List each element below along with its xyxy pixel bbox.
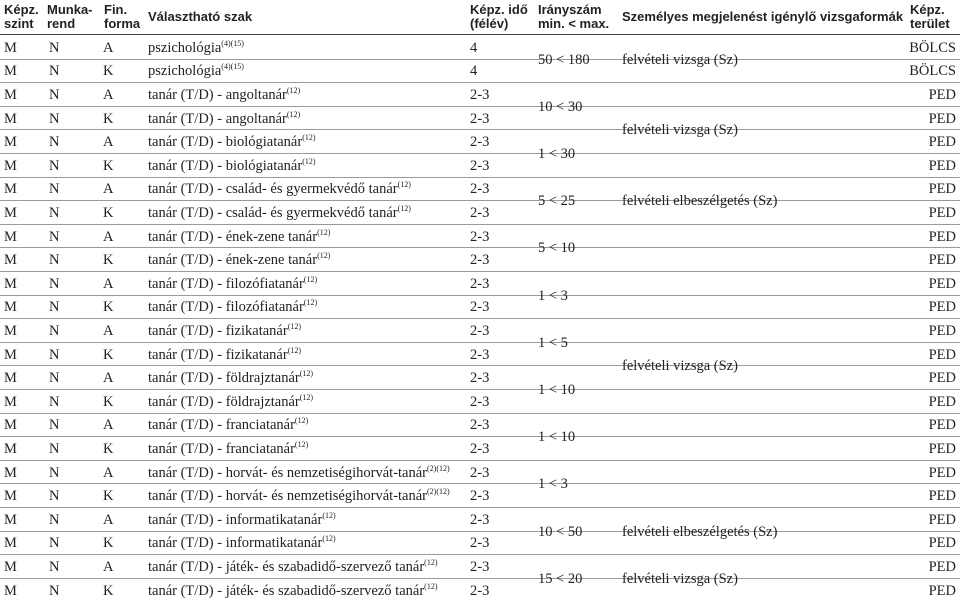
major-text: tanár (T/D) - horvát- és nemzetiségihorvát-tanár	[148, 488, 427, 504]
footnote-marker: (12)	[424, 582, 438, 591]
major-text: tanár (T/D) - informatikatanár	[148, 512, 323, 528]
cell-workmode: N	[49, 347, 60, 363]
major-text: tanár (T/D) - angoltanár	[148, 87, 287, 103]
cell-workmode: N	[49, 512, 60, 528]
cell-exam: felvételi vizsga (Sz)	[622, 358, 738, 374]
cell-quota: 50 < 180	[538, 52, 590, 68]
major-text: tanár (T/D) - játék- és szabadidő-szervező tanár	[148, 559, 425, 575]
cell-workmode: N	[49, 559, 60, 575]
cell-major	[148, 205, 411, 221]
cell-area: PED	[928, 465, 956, 481]
cell-finance: A	[103, 87, 114, 103]
cell-duration: 2-3	[470, 394, 490, 410]
major-text: tanár (T/D) - játék- és szabadidő-szervező tanár	[148, 583, 425, 599]
cell-area: PED	[928, 488, 956, 504]
cell-duration: 2-3	[470, 229, 490, 245]
row-rule	[0, 389, 960, 390]
cell-workmode: N	[49, 63, 60, 79]
cell-quota: 10 < 30	[538, 99, 583, 115]
cell-workmode: N	[49, 535, 60, 551]
cell-finance: A	[103, 276, 114, 292]
major-text: tanár (T/D) - fizikatanár	[148, 323, 288, 339]
cell-workmode: N	[49, 323, 60, 339]
cell-duration: 2-3	[470, 111, 490, 127]
footnote-marker: (12)	[322, 534, 336, 543]
cell-finance: A	[103, 512, 114, 528]
major-text: tanár (T/D) - fizikatanár	[148, 347, 288, 363]
cell-exam: felvételi vizsga (Sz)	[622, 122, 738, 138]
cell-duration: 2-3	[470, 205, 490, 221]
cell-duration: 2-3	[470, 370, 490, 386]
cell-duration: 2-3	[470, 181, 490, 197]
cell-duration: 2-3	[470, 488, 490, 504]
cell-level: M	[4, 87, 17, 103]
cell-finance: A	[103, 417, 114, 433]
cell-finance: K	[103, 299, 114, 315]
cell-major	[148, 535, 336, 551]
cell-quota: 1 < 10	[538, 429, 576, 445]
cell-workmode: N	[49, 158, 60, 174]
cell-major	[148, 323, 301, 339]
header-finance: Fin. forma	[104, 2, 141, 31]
cell-major	[148, 158, 316, 174]
cell-level: M	[4, 134, 17, 150]
footnote-marker: (12)	[287, 346, 302, 355]
header-area: Képz. terület	[910, 2, 950, 31]
cell-duration: 2-3	[470, 535, 490, 551]
cell-exam: felvételi elbeszélgetés (Sz)	[622, 193, 778, 209]
cell-level: M	[4, 40, 17, 56]
cell-level: M	[4, 559, 17, 575]
major-text: tanár (T/D) - család- és gyermekvédő tanár	[148, 205, 398, 221]
cell-major	[148, 512, 336, 528]
cell-exam: felvételi vizsga (Sz)	[622, 52, 738, 68]
header-exam: Személyes megjelenést igénylő vizsgaformák	[622, 9, 904, 24]
group-rule	[0, 82, 960, 83]
header-quota: Irányszám min. < max.	[538, 2, 610, 31]
cell-major	[148, 111, 300, 127]
row-rule	[0, 200, 960, 201]
cell-level: M	[4, 276, 17, 292]
cell-workmode: N	[49, 229, 60, 245]
major-text: tanár (T/D) - család- és gyermekvédő tanár	[148, 181, 398, 197]
cell-area: PED	[928, 347, 956, 363]
group-rule	[0, 177, 960, 178]
cell-duration: 2-3	[470, 134, 490, 150]
cell-major	[148, 583, 438, 599]
cell-finance: A	[103, 323, 114, 339]
cell-workmode: N	[49, 583, 60, 599]
major-text: pszichológia	[148, 63, 222, 79]
header-duration: Képz. idő (félév)	[470, 2, 528, 31]
cell-area: PED	[928, 559, 956, 575]
major-text: tanár (T/D) - informatikatanár	[148, 535, 323, 551]
cell-workmode: N	[49, 134, 60, 150]
major-text: tanár (T/D) - földrajztanár	[148, 370, 300, 386]
footnote-marker: (12)	[286, 110, 301, 119]
cell-duration: 2-3	[470, 347, 490, 363]
cell-duration: 2-3	[470, 512, 490, 528]
cell-finance: A	[103, 40, 114, 56]
cell-level: M	[4, 63, 17, 79]
cell-quota: 1 < 5	[538, 335, 568, 351]
cell-major	[148, 441, 308, 457]
cell-major	[148, 559, 438, 575]
cell-area: PED	[928, 441, 956, 457]
cell-area: BÖLCS	[909, 40, 956, 56]
cell-finance: K	[103, 535, 114, 551]
cell-major	[148, 370, 313, 386]
row-rule	[0, 153, 960, 154]
row-rule	[0, 106, 960, 107]
cell-finance: A	[103, 370, 114, 386]
cell-duration: 2-3	[470, 252, 490, 268]
cell-duration: 2-3	[470, 158, 490, 174]
cell-workmode: N	[49, 465, 60, 481]
row-rule	[0, 436, 960, 437]
row-rule	[0, 247, 960, 248]
header-workmode: Munka- rend	[47, 2, 93, 31]
cell-quota: 1 < 30	[538, 146, 576, 162]
major-text: tanár (T/D) - biológiatanár	[148, 134, 303, 150]
cell-duration: 2-3	[470, 323, 490, 339]
cell-finance: K	[103, 488, 114, 504]
cell-area: PED	[928, 394, 956, 410]
cell-quota: 1 < 10	[538, 382, 576, 398]
cell-area: PED	[928, 87, 956, 103]
footnote-marker: (12)	[294, 440, 309, 449]
cell-area: PED	[928, 111, 956, 127]
cell-major	[148, 299, 317, 315]
cell-major	[148, 252, 330, 268]
footnote-marker: (2)(12)	[427, 464, 450, 473]
footnote-marker: (12)	[302, 133, 316, 142]
cell-area: PED	[928, 323, 956, 339]
row-rule	[0, 59, 960, 60]
group-rule	[0, 507, 960, 508]
cell-major	[148, 229, 330, 245]
cell-finance: K	[103, 583, 114, 599]
cell-level: M	[4, 417, 17, 433]
footnote-marker: (12)	[322, 511, 336, 520]
cell-finance: A	[103, 229, 114, 245]
cell-quota: 1 < 3	[538, 288, 568, 304]
group-rule	[0, 129, 960, 130]
cell-level: M	[4, 158, 17, 174]
cell-level: M	[4, 488, 17, 504]
cell-major	[148, 488, 450, 504]
cell-level: M	[4, 465, 17, 481]
footnote-marker: (2)(12)	[427, 487, 450, 496]
row-rule	[0, 295, 960, 296]
cell-major	[148, 134, 316, 150]
cell-area: PED	[928, 229, 956, 245]
header-level: Képz. szint	[4, 2, 39, 31]
cell-area: PED	[928, 417, 956, 433]
cell-duration: 2-3	[470, 87, 490, 103]
cell-duration: 2-3	[470, 417, 490, 433]
cell-finance: K	[103, 441, 114, 457]
footnote-marker: (12)	[294, 416, 309, 425]
major-text: tanár (T/D) - földrajztanár	[148, 394, 300, 410]
cell-level: M	[4, 252, 17, 268]
cell-quota: 15 < 20	[538, 571, 583, 587]
footnote-marker: (12)	[302, 157, 316, 166]
cell-finance: K	[103, 111, 114, 127]
group-rule	[0, 271, 960, 272]
group-rule	[0, 554, 960, 555]
footnote-marker: (12)	[287, 322, 302, 331]
row-rule	[0, 342, 960, 343]
row-rule	[0, 483, 960, 484]
cell-workmode: N	[49, 394, 60, 410]
cell-area: PED	[928, 299, 956, 315]
major-text: tanár (T/D) - biológiatanár	[148, 158, 303, 174]
major-text: tanár (T/D) - franciatanár	[148, 441, 295, 457]
footnote-marker: (12)	[303, 298, 318, 307]
cell-major	[148, 417, 308, 433]
cell-area: PED	[928, 252, 956, 268]
cell-major	[148, 181, 411, 197]
cell-workmode: N	[49, 488, 60, 504]
cell-duration: 4	[470, 40, 478, 56]
cell-finance: A	[103, 465, 114, 481]
footnote-marker: (12)	[286, 86, 301, 95]
footnote-marker: (4)(15)	[221, 62, 244, 71]
cell-finance: A	[103, 559, 114, 575]
cell-level: M	[4, 512, 17, 528]
cell-area: PED	[928, 181, 956, 197]
cell-exam: felvételi elbeszélgetés (Sz)	[622, 524, 778, 540]
major-text: tanár (T/D) - horvát- és nemzetiségihorvát-tanár	[148, 465, 427, 481]
cell-area: PED	[928, 158, 956, 174]
cell-level: M	[4, 111, 17, 127]
footnote-marker: (12)	[397, 180, 411, 189]
cell-level: M	[4, 370, 17, 386]
cell-workmode: N	[49, 87, 60, 103]
cell-duration: 2-3	[470, 559, 490, 575]
cell-major	[148, 40, 244, 56]
cell-major	[148, 347, 301, 363]
cell-area: PED	[928, 583, 956, 599]
cell-level: M	[4, 181, 17, 197]
cell-level: M	[4, 441, 17, 457]
cell-major	[148, 63, 244, 79]
cell-workmode: N	[49, 299, 60, 315]
cell-major	[148, 394, 313, 410]
major-text: pszichológia	[148, 40, 222, 56]
major-text: tanár (T/D) - franciatanár	[148, 417, 295, 433]
row-rule	[0, 531, 960, 532]
cell-duration: 2-3	[470, 441, 490, 457]
cell-level: M	[4, 583, 17, 599]
cell-finance: A	[103, 134, 114, 150]
major-text: tanár (T/D) - filozófiatanár	[148, 276, 304, 292]
cell-duration: 2-3	[470, 465, 490, 481]
cell-duration: 2-3	[470, 276, 490, 292]
cell-finance: K	[103, 347, 114, 363]
group-rule	[0, 365, 960, 366]
cell-finance: K	[103, 252, 114, 268]
cell-finance: A	[103, 181, 114, 197]
cell-level: M	[4, 299, 17, 315]
cell-quota: 10 < 50	[538, 524, 583, 540]
cell-level: M	[4, 394, 17, 410]
cell-workmode: N	[49, 276, 60, 292]
major-text: tanár (T/D) - filozófiatanár	[148, 299, 304, 315]
cell-level: M	[4, 323, 17, 339]
cell-level: M	[4, 535, 17, 551]
header-rule	[0, 34, 960, 35]
footnote-marker: (12)	[303, 275, 318, 284]
cell-area: PED	[928, 134, 956, 150]
header-major: Választható szak	[148, 9, 253, 24]
cell-workmode: N	[49, 111, 60, 127]
footnote-marker: (4)(15)	[221, 39, 244, 48]
footnote-marker: (12)	[299, 369, 314, 378]
footnote-marker: (12)	[397, 204, 411, 213]
cell-finance: K	[103, 394, 114, 410]
cell-major	[148, 87, 300, 103]
cell-area: PED	[928, 370, 956, 386]
group-rule	[0, 318, 960, 319]
cell-area: BÖLCS	[909, 63, 956, 79]
cell-duration: 4	[470, 63, 478, 79]
major-text: tanár (T/D) - ének-zene tanár	[148, 252, 318, 268]
cell-workmode: N	[49, 181, 60, 197]
cell-duration: 2-3	[470, 299, 490, 315]
cell-finance: K	[103, 63, 114, 79]
cell-quota: 5 < 10	[538, 240, 576, 256]
cell-level: M	[4, 205, 17, 221]
cell-workmode: N	[49, 370, 60, 386]
cell-exam: felvételi vizsga (Sz)	[622, 571, 738, 587]
major-text: tanár (T/D) - angoltanár	[148, 111, 287, 127]
footnote-marker: (12)	[317, 251, 331, 260]
cell-workmode: N	[49, 40, 60, 56]
cell-area: PED	[928, 512, 956, 528]
row-rule	[0, 578, 960, 579]
major-text: tanár (T/D) - ének-zene tanár	[148, 229, 318, 245]
cell-area: PED	[928, 535, 956, 551]
cell-level: M	[4, 229, 17, 245]
cell-major	[148, 465, 450, 481]
cell-workmode: N	[49, 205, 60, 221]
cell-area: PED	[928, 205, 956, 221]
cell-area: PED	[928, 276, 956, 292]
cell-level: M	[4, 347, 17, 363]
footnote-marker: (12)	[424, 558, 438, 567]
cell-workmode: N	[49, 252, 60, 268]
cell-quota: 5 < 25	[538, 193, 576, 209]
cell-duration: 2-3	[470, 583, 490, 599]
cell-workmode: N	[49, 417, 60, 433]
group-rule	[0, 224, 960, 225]
group-rule	[0, 413, 960, 414]
cell-quota: 1 < 3	[538, 476, 568, 492]
cell-finance: K	[103, 205, 114, 221]
cell-workmode: N	[49, 441, 60, 457]
footnote-marker: (12)	[299, 393, 314, 402]
cell-finance: K	[103, 158, 114, 174]
footnote-marker: (12)	[317, 228, 331, 237]
group-rule	[0, 460, 960, 461]
cell-major	[148, 276, 317, 292]
